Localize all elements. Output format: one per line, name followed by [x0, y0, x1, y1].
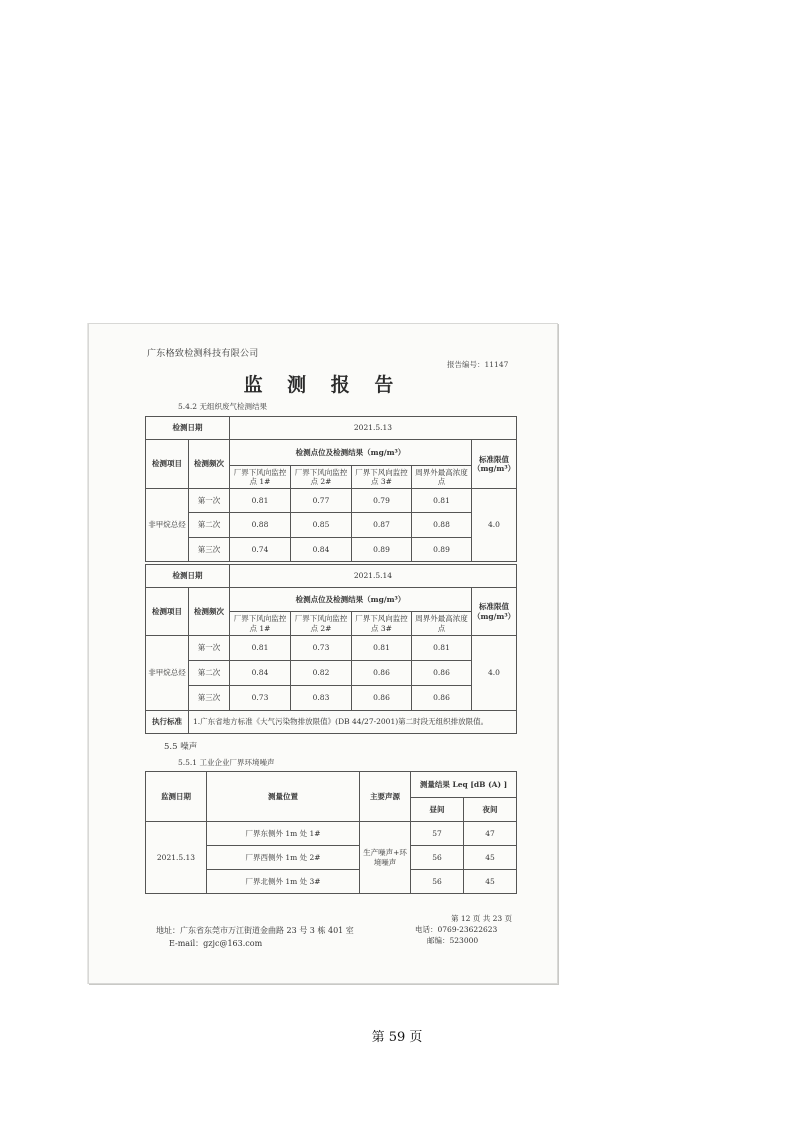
frequency: 第二次: [189, 513, 230, 538]
night-value: 45: [464, 870, 517, 894]
limit-value: 4.0: [472, 489, 517, 562]
section-heading-5-5-1: 5.5.1 工业企业厂界环境噪声: [178, 758, 275, 767]
company-name: 广东格致检测科技有限公司: [147, 349, 259, 359]
point-col-header: 厂界下风向监控点 2#: [291, 466, 352, 489]
day-value: 57: [411, 822, 464, 846]
table-row: [146, 822, 517, 846]
value-cell: 0.84: [230, 661, 291, 686]
standard-label: 执行标准: [146, 711, 189, 734]
point-col-header: 厂界下风向监控点 1#: [230, 466, 291, 489]
item-header: 检测项目: [146, 440, 189, 489]
table-row: [146, 686, 517, 711]
location-cell: 厂界东侧外 1m 处 1#: [207, 822, 360, 846]
footer-contact: [415, 913, 512, 946]
test-date: 2021.5.14: [230, 565, 517, 588]
value-cell: 0.73: [291, 636, 352, 661]
value-cell: 0.88: [230, 513, 291, 538]
frequency: 第三次: [189, 686, 230, 711]
value-cell: 0.73: [230, 686, 291, 711]
item-name: 非甲烷总烃: [146, 636, 189, 711]
value-cell: 0.89: [352, 538, 412, 562]
value-cell: 0.77: [291, 489, 352, 513]
value-cell: 0.88: [412, 513, 472, 538]
point-col-header: 厂界下风向监控点 3#: [352, 466, 412, 489]
frequency: 第一次: [189, 489, 230, 513]
value-cell: 0.79: [352, 489, 412, 513]
point-col-header: 周界外最高浓度点: [412, 466, 472, 489]
location-header: 测量位置: [207, 772, 360, 822]
section-heading-5-4-2: 5.4.2 无组织废气检测结果: [178, 402, 267, 411]
point-col-header: 厂界下风向监控点 2#: [291, 612, 352, 636]
page-info: 第 12 页 共 23 页: [451, 914, 513, 923]
frequency: 第二次: [189, 661, 230, 686]
value-cell: 0.86: [412, 686, 472, 711]
value-cell: 0.81: [230, 489, 291, 513]
date-header: 监测日期: [146, 772, 207, 822]
value-cell: 0.87: [352, 513, 412, 538]
standard-text: 1.广东省地方标准《大气污染物排放限值》(DB 44/27-2001)第二时段无组织排放限值。: [189, 711, 517, 734]
night-header: 夜间: [464, 798, 517, 822]
table-row: [146, 661, 517, 686]
value-cell: 0.81: [230, 636, 291, 661]
noise-source: 生产噪声+环境噪声: [360, 822, 411, 894]
item-header: 检测项目: [146, 588, 189, 636]
section-heading-5-5: 5.5 噪声: [164, 742, 198, 752]
day-value: 56: [411, 870, 464, 894]
value-cell: 0.85: [291, 513, 352, 538]
page-number: 第 59 页: [371, 1030, 423, 1045]
frequency-header: 检测频次: [189, 588, 230, 636]
value-cell: 0.89: [412, 538, 472, 562]
value-cell: 0.81: [412, 636, 472, 661]
air-results-table-2: [145, 564, 517, 734]
point-col-header: 厂界下风向监控点 1#: [230, 612, 291, 636]
date-label: 检测日期: [146, 565, 230, 588]
points-header: 检测点位及检测结果（mg/m³）: [230, 588, 472, 612]
report-title: 监 测 报 告: [243, 374, 403, 396]
email: E-mail：gzjc@163.com: [169, 939, 263, 948]
day-header: 昼间: [411, 798, 464, 822]
footer-address: [156, 924, 354, 950]
frequency-header: 检测频次: [189, 440, 230, 489]
value-cell: 0.82: [291, 661, 352, 686]
value-cell: 0.86: [352, 661, 412, 686]
night-value: 45: [464, 846, 517, 870]
limit-header: 标准限值（mg/m³）: [472, 588, 517, 636]
noise-results-table: [145, 771, 517, 894]
table-row: [146, 513, 517, 538]
item-name: 非甲烷总烃: [146, 489, 189, 562]
point-col-header: 厂界下风向监控点 3#: [352, 612, 412, 636]
source-header: 主要声源: [360, 772, 411, 822]
value-cell: 0.74: [230, 538, 291, 562]
scanned-report-page: [88, 323, 558, 984]
value-cell: 0.84: [291, 538, 352, 562]
day-value: 56: [411, 846, 464, 870]
noise-date: 2021.5.13: [146, 822, 207, 894]
value-cell: 0.86: [412, 661, 472, 686]
air-results-table-1: [145, 416, 517, 562]
table-row: [146, 538, 517, 562]
date-label: 检测日期: [146, 417, 230, 440]
value-cell: 0.81: [352, 636, 412, 661]
points-header: 检测点位及检测结果（mg/m³）: [230, 440, 472, 466]
value-cell: 0.83: [291, 686, 352, 711]
table-row: [146, 636, 517, 661]
result-header: 测量结果 Leq [dB (A) ]: [411, 772, 517, 798]
address: 地址：广东省东莞市万江街道金曲路 23 号 3 栋 401 室: [156, 926, 354, 935]
report-number: 报告编号：11147: [447, 360, 509, 369]
postcode: 邮编：523000: [427, 936, 479, 945]
location-cell: 厂界西侧外 1m 处 2#: [207, 846, 360, 870]
phone: 电话：0769-23622623: [415, 925, 498, 934]
point-col-header: 周界外最高浓度点: [412, 612, 472, 636]
value-cell: 0.81: [412, 489, 472, 513]
frequency: 第一次: [189, 636, 230, 661]
value-cell: 0.86: [352, 686, 412, 711]
test-date: 2021.5.13: [230, 417, 517, 440]
limit-header: 标准限值（mg/m³）: [472, 440, 517, 489]
night-value: 47: [464, 822, 517, 846]
table-row: [146, 489, 517, 513]
frequency: 第三次: [189, 538, 230, 562]
limit-value: 4.0: [472, 636, 517, 711]
location-cell: 厂界北侧外 1m 处 3#: [207, 870, 360, 894]
